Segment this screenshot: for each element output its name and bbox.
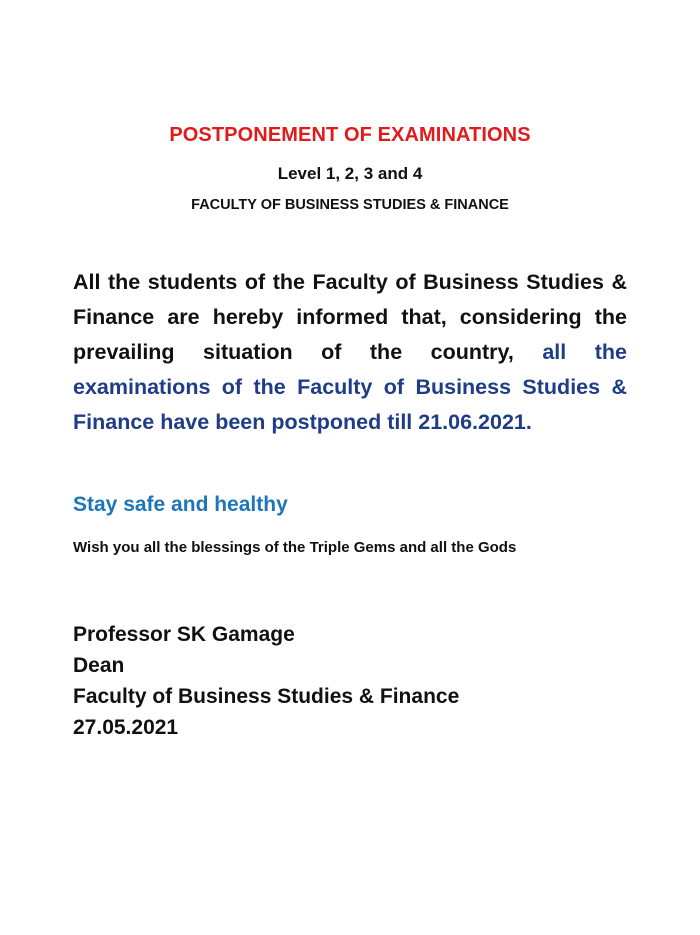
notice-intro: All the students of the Faculty of Business Studies & Finance are hereby informed that, considering the prevailing situation of the country, [73, 270, 627, 364]
signatory-faculty: Faculty of Business Studies & Finance [73, 685, 460, 708]
signatory-role: Dean [73, 654, 125, 677]
document-title: POSTPONEMENT OF EXAMINATIONS [169, 124, 531, 146]
faculty-subtitle: FACULTY OF BUSINESS STUDIES & FINANCE [191, 197, 509, 213]
signatory-name: Professor SK Gamage [73, 623, 295, 646]
signature-block [73, 619, 459, 743]
notice-paragraph [73, 265, 627, 440]
signature-date: 27.05.2021 [73, 716, 179, 739]
notice-highlight: all the examinations of the Faculty of Business Studies & Finance have been postponed till 21.06.2021. [73, 340, 627, 434]
levels-subtitle: Level 1, 2, 3 and 4 [277, 164, 423, 183]
stay-safe-line: Stay safe and healthy [73, 493, 288, 516]
wish-line: Wish you all the blessings of the Triple Gems and all the Gods [73, 539, 517, 556]
